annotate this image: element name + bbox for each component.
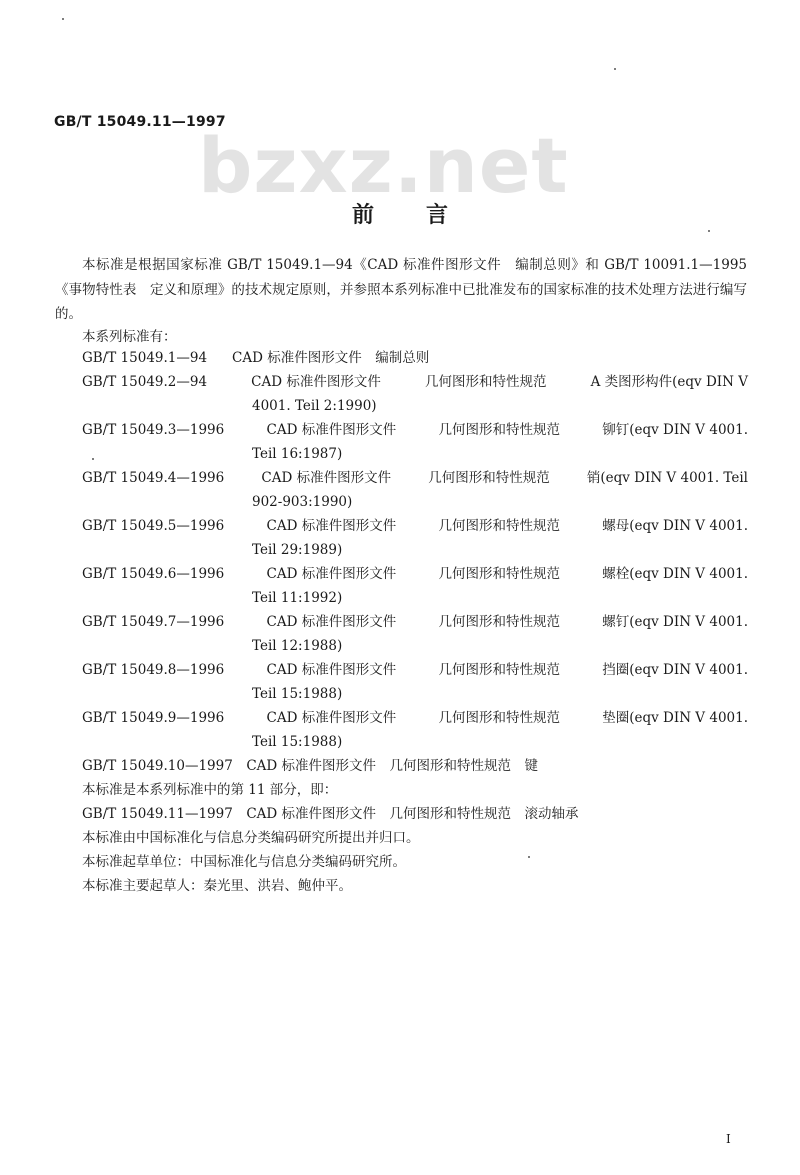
entry-code: GB/T 15049.9—1996 <box>82 710 225 726</box>
entry-title: CAD 标准件图形文件 <box>266 614 397 630</box>
series-entry <box>82 370 748 418</box>
entry-code: GB/T 15049.1—94 <box>82 350 208 366</box>
entry-spec: 几何图形和特性规范 <box>438 518 560 534</box>
series-entry-10: GB/T 15049.10—1997 CAD 标准件图形文件 几何图形和特性规范 键 <box>82 758 539 774</box>
entry-title: CAD 标准件图形文件 <box>261 470 392 486</box>
entry-continuation: 4001. Teil 2:1990) <box>252 398 377 414</box>
entry-continuation: Teil 29:1989) <box>252 542 343 558</box>
intro-paragraph: 本标准是根据国家标准 GB/T 15049.1—94《CAD 标准件图形文件 编制总则》和 GB/T 10091.1—1995《事物特性表 定义和原理》的技术规定原则，并参照本系列标准中已批准发布的国家标准的技术处理方法进行编写的。 <box>55 257 747 322</box>
series-entry <box>82 346 748 370</box>
entry-spec: 几何图形和特性规范 <box>438 614 560 630</box>
series-entry <box>82 514 748 562</box>
series-entry <box>82 418 748 466</box>
series-entry-11: GB/T 15049.11—1997 CAD 标准件图形文件 几何图形和特性规范 滚动轴承 <box>82 806 579 822</box>
watermark: bzxz.net <box>198 121 569 210</box>
entry-code: GB/T 15049.7—1996 <box>82 614 225 630</box>
proposer-note: 本标准由中国标准化与信息分类编码研究所提出并归口。 <box>82 830 420 846</box>
part-note: 本标准是本系列标准中的第 11 部分，即： <box>82 782 338 798</box>
entry-spec: 几何图形和特性规范 <box>438 566 560 582</box>
entry-continuation: Teil 15:1988) <box>252 734 343 750</box>
entry-code: GB/T 15049.4—1996 <box>82 470 225 486</box>
entry-suffix: 挡圈(eqv DIN V 4001. <box>602 662 748 678</box>
entry-suffix: 垫圈(eqv DIN V 4001. <box>602 710 748 726</box>
entry-suffix: 螺母(eqv DIN V 4001. <box>602 518 748 534</box>
series-entry <box>82 706 748 754</box>
entry-spec: 几何图形和特性规范 <box>438 662 560 678</box>
standard-code: GB/T 15049.11—1997 <box>54 114 226 130</box>
entry-spec: 几何图形和特性规范 <box>428 470 550 486</box>
series-heading: 本系列标准有： <box>82 329 177 345</box>
entry-continuation: Teil 11:1992) <box>252 590 343 606</box>
scan-speck <box>708 230 710 232</box>
entry-suffix: 销(eqv DIN V 4001. Teil <box>586 470 748 486</box>
entry-title: CAD 标准件图形文件 <box>266 710 397 726</box>
entry-suffix: 铆钉(eqv DIN V 4001. <box>602 422 748 438</box>
series-entry <box>82 562 748 610</box>
entry-continuation: Teil 16:1987) <box>252 446 343 462</box>
page-title: 前言 <box>351 203 500 228</box>
entry-title: CAD 标准件图形文件 <box>266 662 397 678</box>
entry-spec: 几何图形和特性规范 <box>424 374 547 390</box>
entry-suffix: 螺栓(eqv DIN V 4001. <box>602 566 748 582</box>
series-entry <box>82 658 748 706</box>
scan-speck <box>614 68 616 70</box>
entry-code: GB/T 15049.8—1996 <box>82 662 225 678</box>
entry-title: CAD 标准件图形文件 <box>266 422 397 438</box>
entry-spec: 几何图形和特性规范 <box>438 710 560 726</box>
entry-code: GB/T 15049.5—1996 <box>82 518 225 534</box>
entry-continuation: 902-903:1990) <box>252 494 353 510</box>
entry-title: CAD 标准件图形文件 <box>251 374 381 390</box>
entry-title: CAD 标准件图形文件 <box>266 518 397 534</box>
entry-title: CAD 标准件图形文件 <box>266 566 397 582</box>
entry-code: GB/T 15049.2—94 <box>82 374 208 390</box>
drafters-note: 本标准主要起草人：秦光里、洪岩、鲍仲平。 <box>82 878 352 894</box>
entry-title: CAD 标准件图形文件 编制总则 <box>232 350 430 366</box>
scan-speck <box>528 856 530 858</box>
series-entry <box>82 610 748 658</box>
entry-continuation: Teil 15:1988) <box>252 686 343 702</box>
drafting-unit-note: 本标准起草单位：中国标准化与信息分类编码研究所。 <box>82 854 406 870</box>
series-entry <box>82 466 748 514</box>
entry-spec: 几何图形和特性规范 <box>438 422 560 438</box>
entry-code: GB/T 15049.3—1996 <box>82 422 225 438</box>
entry-suffix: A 类图形构件(eqv DIN V <box>590 374 748 390</box>
scan-speck <box>62 18 64 20</box>
entry-code: GB/T 15049.6—1996 <box>82 566 225 582</box>
entry-suffix: 螺钉(eqv DIN V 4001. <box>602 614 748 630</box>
entry-continuation: Teil 12:1988) <box>252 638 343 654</box>
page-number: I <box>726 1132 731 1146</box>
